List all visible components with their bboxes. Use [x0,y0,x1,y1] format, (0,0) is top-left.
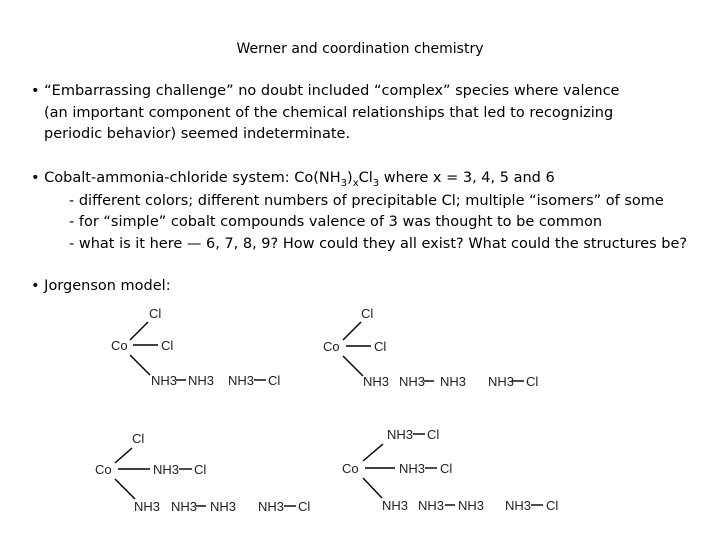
s2-cl-top: Cl [361,306,374,321]
s4-bond-top [363,444,383,461]
s3-bond-bottom [115,479,135,499]
s1-nh3-1: NH3 [151,373,178,388]
bullet-valence-line-2: (an important component of the chemical relationships that led to recognizing [44,104,614,121]
s2-cl-mid: Cl [374,339,387,354]
s3-nh3-3: NH3 [210,499,237,514]
structure-4 [342,427,558,513]
s3-nh3-4: NH3 [258,499,285,514]
s1-bond-bottom [130,355,150,375]
s1-cl-top: Cl [149,306,162,321]
s1-nh3-2: NH3 [188,373,215,388]
s3-nh3-mid: NH3 [153,462,180,477]
s4-nh3-mid: NH3 [399,461,426,476]
s1-co: Co [111,338,128,353]
s4-cl-end: Cl [546,498,559,513]
page-title: Werner and coordination chemistry [236,41,484,57]
s3-cl-top: Cl [132,431,145,446]
cobalt-subitem-question: - what is it here — 6, 7, 8, 9? How could they all exist? What could the structures be? [69,235,688,252]
structure-1 [111,306,280,388]
s3-nh3-1: NH3 [134,499,161,514]
s2-nh3-4: NH3 [488,374,515,389]
bullet-jorgenson: • Jorgenson model: [31,278,171,294]
s4-cl-mid: Cl [440,461,453,476]
s2-bond-bottom [343,356,363,376]
s3-nh3-2: NH3 [171,499,198,514]
s2-bond-top [343,322,361,340]
cobalt-formula-line: • Cobalt-ammonia-chloride system: $Co(NH_3)_xCl_3$ where x = 3, 4, 5 and 6 [31,170,555,189]
s3-bond-top [115,448,132,463]
s3-cl-mid: Cl [194,462,207,477]
s4-cl-top: Cl [427,427,440,442]
s4-nh3-1: NH3 [382,498,409,513]
s3-cl-end: Cl [298,499,311,514]
s4-nh3-4: NH3 [505,498,532,513]
structure-2 [323,306,538,389]
bullet-valence-line-3: periodic behavior) seemed indeterminate. [44,126,351,142]
s1-cl-end: Cl [268,373,281,388]
s4-nh3-3: NH3 [458,498,485,513]
structure-3 [95,431,310,514]
s1-nh3-3: NH3 [228,373,255,388]
s4-nh3-2: NH3 [418,498,445,513]
cobalt-subitem-valence: - for “simple” cobalt compounds valence of 3 was thought to be common [69,214,603,230]
s2-nh3-3: NH3 [440,374,467,389]
s2-nh3-2: NH3 [399,374,426,389]
s3-co: Co [95,462,112,477]
s2-co: Co [323,339,340,354]
s2-cl-end: Cl [526,374,539,389]
s4-co: Co [342,461,359,476]
s2-nh3-1: NH3 [363,374,390,389]
s1-cl-mid: Cl [161,338,174,353]
s1-bond-top [130,322,148,340]
s4-nh3-top: NH3 [387,427,414,442]
bullet-valence-line-1: • “Embarrassing challenge” no doubt included “complex” species where valence [31,83,620,99]
s4-bond-bottom [363,478,382,498]
cobalt-subitem-colors: - different colors; different numbers of precipitable Cl; multiple “isomers” of some [69,192,664,209]
